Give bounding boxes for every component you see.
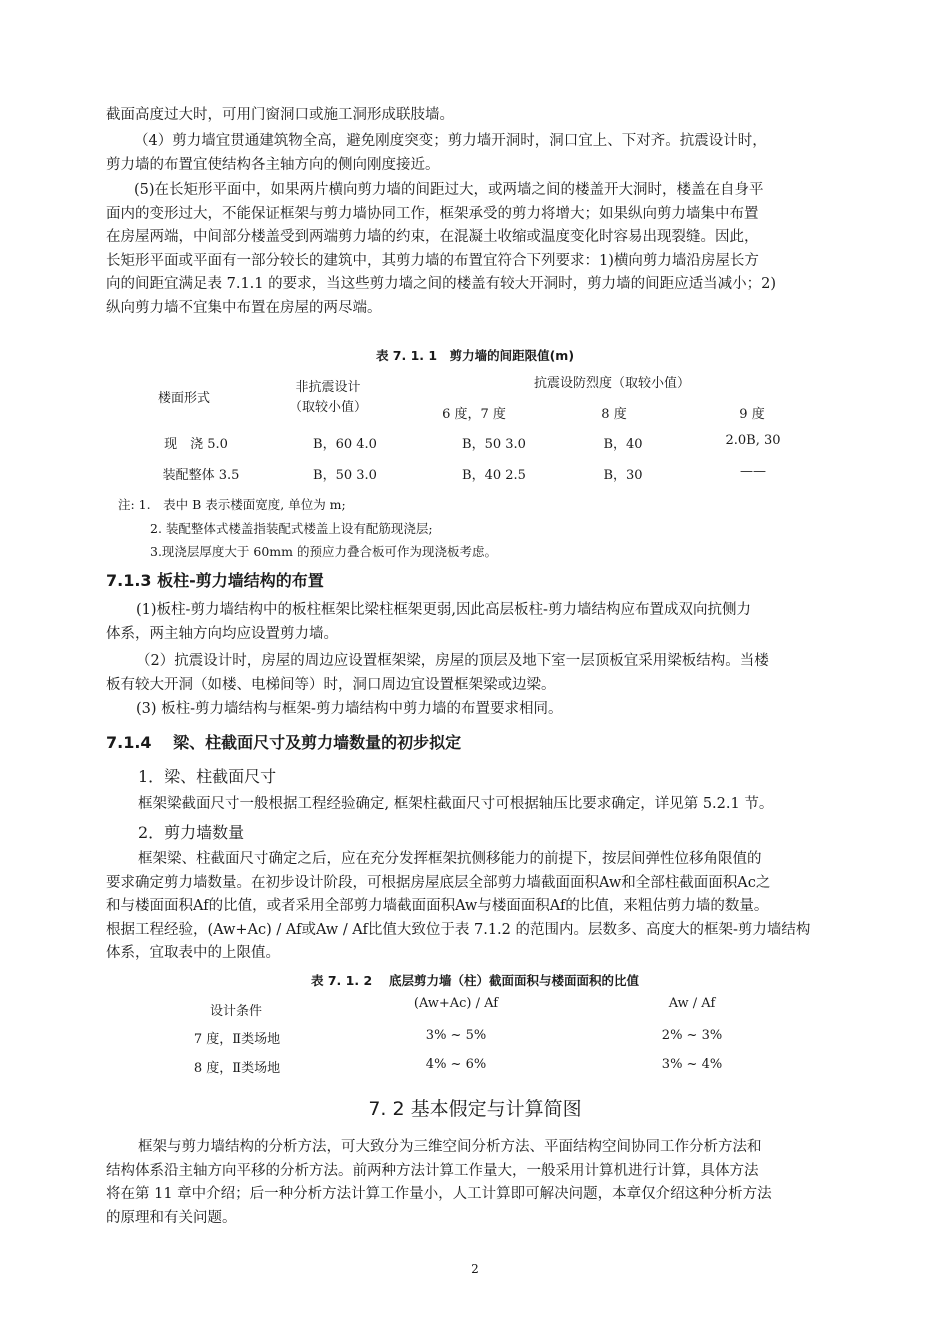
table-cell: B，50 3.0 <box>462 437 526 452</box>
paragraph-713-2 <box>106 650 844 697</box>
text-line: 体系，两主轴方向均应设置剪力墙。 <box>106 625 338 642</box>
text-line: 要求确定剪力墙数量。在初步设计阶段，可根据房屋底层全部剪力墙截面面积Aw和全部柱截面面积Ac之 <box>106 874 771 891</box>
table-header-ratio-total: (Aw+Ac) / Af <box>413 996 499 1011</box>
paragraph-3 <box>106 179 844 321</box>
text-line: (1)板柱-剪力墙结构中的板柱框架比梁柱框架更弱,因此高层板柱-剪力墙结构应布置成双向抗侧力 <box>136 602 751 618</box>
table-7-1-2-title: 表 7. 1. 2 底层剪力墙（柱）截面面积与楼面面积的比值 <box>311 973 639 988</box>
text-line: （4）剪力墙宜贯通建筑物全高，避免刚度突变；剪力墙开洞时，洞口宜上、下对齐。抗震设计时， <box>134 133 767 149</box>
table-header-8: 8 度 <box>601 407 627 422</box>
section-heading-7-1-3: 7.1.3 板柱-剪力墙结构的布置 <box>106 571 324 590</box>
text-line: 截面高度过大时，可用门窗洞口或施工洞形成联肢墙。 <box>106 107 454 123</box>
table-cell: B，40 2.5 <box>462 468 526 483</box>
text-line: 结构体系沿主轴方向平移的分析方法。前两种方法计算工作量大，一般采用计算机进行计算，具体方法 <box>106 1162 759 1179</box>
paragraph-7-2 <box>106 1136 844 1230</box>
table-header-nonseismic-note: （取较小值） <box>288 400 368 415</box>
table-cell: 8 度，Ⅱ类场地 <box>193 1061 281 1076</box>
table-note: 3.现浇层厚度大于 60mm 的预应力叠合板可作为现浇板考虑。 <box>150 544 497 559</box>
table-7-1-1-title: 表 7. 1. 1 剪力墙的间距限值(m) <box>375 348 575 363</box>
table-header-nonseismic: 非抗震设计 <box>295 380 361 395</box>
table-cell: B，50 3.0 <box>313 468 377 483</box>
table-header-ratio-wall: Aw / Af <box>668 996 716 1011</box>
table-cell: B，60 4.0 <box>313 437 377 452</box>
table-header-9: 9 度 <box>739 407 765 422</box>
table-header-6-7: 6 度，7 度 <box>442 407 506 422</box>
text-line: 纵向剪力墙不宜集中布置在房屋的两尽端。 <box>106 299 382 316</box>
paragraph-714-2 <box>106 848 844 966</box>
table-cell: 3% ~ 4% <box>661 1057 723 1072</box>
paragraph-714-1 <box>106 793 844 817</box>
table-cell: 现 浇 5.0 <box>164 437 228 452</box>
table-header-floor: 楼面形式 <box>157 391 211 406</box>
text-line: 剪力墙的布置宜使结构各主轴方向的侧向刚度接近。 <box>106 156 440 173</box>
table-note: 2. 装配整体式楼盖指装配式楼盖上设有配筋现浇层; <box>150 521 433 536</box>
text-line: 将在第 11 章中介绍；后一种分析方法计算工作量小，人工计算即可解决问题，本章仅介绍这种分析方法 <box>106 1186 772 1203</box>
table-cell: 4% ~ 6% <box>425 1057 487 1072</box>
text-line: 长矩形平面或平面有一部分较长的建筑中，其剪力墙的布置宜符合下列要求：1)横向剪力墙沿房屋长方 <box>106 252 759 269</box>
text-line: 的原理和有关问题。 <box>106 1209 237 1226</box>
text-line: 向的间距宜满足表 7.1.1 的要求，当这些剪力墙之间的楼盖有较大开洞时，剪力墙的间距应适当减小；2) <box>106 276 776 293</box>
paragraph-2 <box>106 130 844 177</box>
paragraph-713-3 <box>106 698 844 722</box>
text-line: 体系，宜取表中的上限值。 <box>106 945 280 962</box>
text-line: 框架梁、柱截面尺寸确定之后，应在充分发挥框架抗侧移能力的前提下，按层间弹性位移角限值的 <box>138 851 762 867</box>
page-number: 2 <box>471 1262 479 1276</box>
table-cell: B，40 <box>603 437 643 452</box>
text-line: 根据工程经验，(Aw+Ac) / Af或Aw / Af比值大致位于表 7.1.2 的范围内。层数多、高度大的框架-剪力墙结构 <box>106 921 811 938</box>
text-line: 板有较大开洞（如楼、电梯间等）时，洞口周边宜设置框架梁或边梁。 <box>106 676 556 693</box>
table-note: 注: 1. 表中 B 表示楼面宽度, 单位为 m; <box>118 497 346 512</box>
text-line: (5)在长矩形平面中，如果两片横向剪力墙的间距过大，或两墙之间的楼盖开大洞时，楼盖在自身平 <box>134 182 764 198</box>
table-cell: B，30 <box>603 468 643 483</box>
table-cell: 7 度，Ⅱ类场地 <box>193 1032 281 1047</box>
text-line: 面内的变形过大，不能保证框架与剪力墙协同工作，框架承受的剪力将增大；如果纵向剪力墙集中布置 <box>106 205 759 222</box>
text-line: 在房屋两端，中间部分楼盖受到两端剪力墙的约束，在混凝土收缩或温度变化时容易出现裂缝。因此， <box>106 229 759 246</box>
paragraph-1 <box>106 104 844 128</box>
text-line: 框架与剪力墙结构的分析方法，可大致分为三维空间分析方法、平面结构空间协同工作分析方法和 <box>138 1139 762 1155</box>
table-header-seismic: 抗震设防烈度（取较小值） <box>533 376 691 391</box>
text-line: （2）抗震设计时，房屋的周边应设置框架梁，房屋的顶层及地下室一层顶板宜采用梁板结构。当楼 <box>136 653 769 669</box>
subheading-shear-wall-count: 2．剪力墙数量 <box>138 823 245 842</box>
table-header-condition: 设计条件 <box>209 1004 263 1019</box>
text-line: (3) 板柱-剪力墙结构与框架-剪力墙结构中剪力墙的布置要求相同。 <box>136 701 563 717</box>
text-line: 框架梁截面尺寸一般根据工程经验确定, 框架柱截面尺寸可根据轴压比要求确定，详见第 5.2.1 节。 <box>138 796 774 812</box>
subheading-beam-column: 1．梁、柱截面尺寸 <box>138 767 277 786</box>
table-cell: 3% ~ 5% <box>425 1028 487 1043</box>
table-cell: 装配整体 3.5 <box>162 468 240 483</box>
table-cell: 2% ~ 3% <box>661 1028 723 1043</box>
section-title-7-2: 7. 2 基本假定与计算简图 <box>368 1098 582 1120</box>
section-heading-7-1-4: 7.1.4 梁、柱截面尺寸及剪力墙数量的初步拟定 <box>106 733 462 752</box>
paragraph-713-1 <box>106 599 844 646</box>
table-cell: —— <box>740 464 766 479</box>
table-cell: 2.0B, 30 <box>725 433 781 448</box>
text-line: 和与楼面面积Af的比值，或者采用全部剪力墙截面面积Aw与楼面面积Af的比值，来粗估剪力墙的数量。 <box>106 898 769 915</box>
